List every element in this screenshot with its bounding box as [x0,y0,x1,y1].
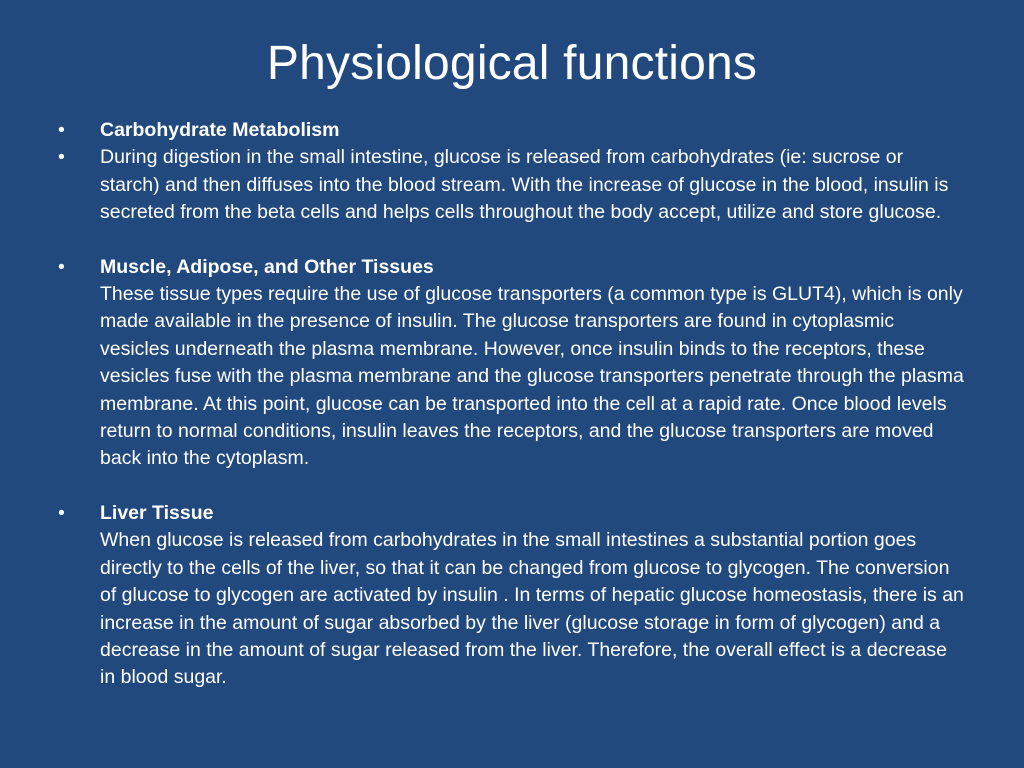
bullet-item-liver [56,500,966,692]
bullet-icon: • [58,119,65,141]
bullet-text: These tissue types require the use of glucose transporters (a common type is GLUT4), which is only made available in the presence of insulin. The glucose transporters are found in cytoplasmic vesicles underneath the plasma membrane. However, once insulin binds to the receptors, these vesicles fuse with the plasma membrane and the glucose transporters penetrate through the plasma membrane. At this point, glucose can be transported into the cell at a rapid rate. Once blood levels return to normal conditions, insulin leaves the receptors, and the glucose transporters are moved back into the cytoplasm. [100,283,964,470]
bullet-text: When glucose is released from carbohydrates in the small intestines a substantial portion goes directly to the cells of the liver, so that it can be changed from glucose to glycogen. The conversion of glucose to glycogen are activated by insulin . In terms of hepatic glucose homeostasis, there is an increase in the amount of sugar absorbed by the liver (glucose storage in form of glycogen) and a decrease in the amount of sugar released from the liver. Therefore, the overall effect is a decrease in blood sugar. [100,529,964,689]
bullet-icon: • [58,255,65,278]
bullet-item-muscle-adipose [56,254,966,473]
bullet-list [56,117,966,692]
spacer [56,227,966,254]
spacer [56,473,966,500]
bullet-item-carbohydrate-heading [56,117,966,144]
slide-title: Physiological functions [266,37,758,90]
bullet-icon: • [58,146,65,169]
bullet-heading: Carbohydrate Metabolism [100,119,340,141]
bullet-heading: Liver Tissue [100,501,214,524]
bullet-text: During digestion in the small intestine, glucose is released from carbohydrates (ie: sucrose or starch) and then diffuses into the blood stream. With the increase of glucose in the blood, insulin is secreted from the beta cells and helps cells throughout the body accept, utilize and store glucose. [100,146,949,224]
bullet-item-digestion [56,144,966,226]
bullet-heading: Muscle, Adipose, and Other Tissues [100,255,434,278]
bullet-icon: • [58,501,65,524]
